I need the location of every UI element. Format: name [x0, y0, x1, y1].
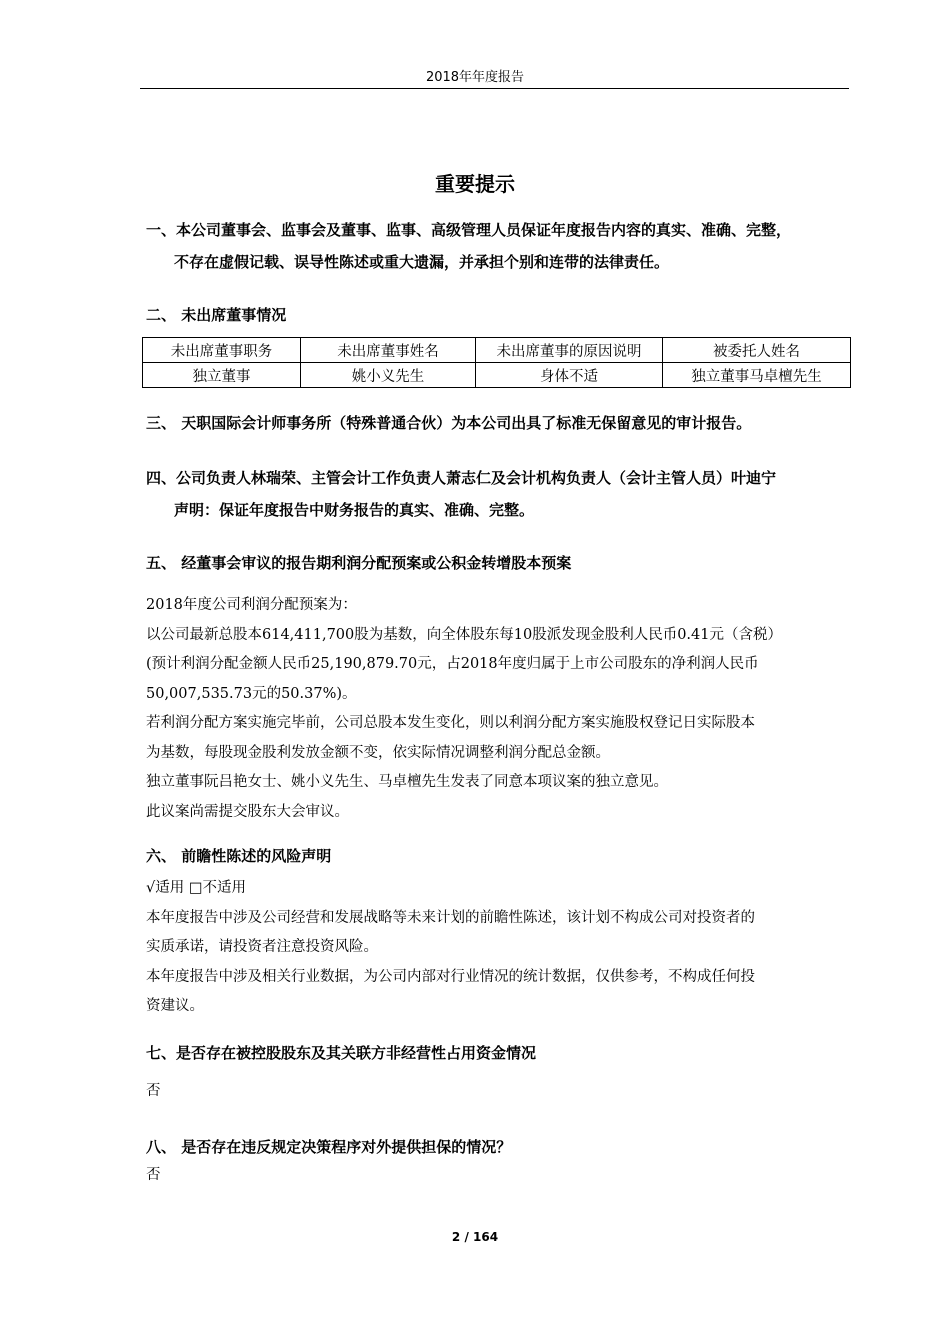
paragraph-line: 此议案尚需提交股东大会审议。: [146, 803, 349, 820]
section-2-heading: 二、 未出席董事情况: [146, 306, 287, 324]
table-cell: 独立董事马卓檀先生: [663, 363, 851, 388]
section-1-line-1: 一、本公司董事会、监事会及董事、监事、高级管理人员保证年度报告内容的真实、准确、完整，: [146, 221, 792, 239]
section-7-heading: 七、是否存在被控股股东及其关联方非经营性占用资金情况: [146, 1044, 537, 1062]
paragraph-line: 本年度报告中涉及公司经营和发展战略等未来计划的前瞻性陈述，该计划不构成公司对投资者的: [146, 909, 755, 926]
section-4-line-1: 四、公司负责人林瑞荣、主管会计工作负责人萧志仁及会计机构负责人（会计主管人员）叶迪宁: [146, 469, 777, 487]
paragraph-line: 若利润分配方案实施完毕前，公司总股本发生变化，则以利润分配方案实施股权登记日实际股本: [146, 715, 755, 731]
paragraph-line: 为基数，每股现金股利发放金额不变，依实际情况调整利润分配总金额。: [146, 744, 610, 761]
paragraph-line: 以公司最新总股本614,411,700股为基数，向全体股东每10股派发现金股利人民币0.41元（含税）: [146, 626, 782, 643]
table-row: [143, 363, 851, 388]
table-header-cell: 未出席董事职务: [143, 338, 301, 363]
paragraph-line: 2018年度公司利润分配预案为：: [146, 597, 357, 613]
paragraph-line: 资建议。: [146, 998, 204, 1014]
table-header-cell: 未出席董事姓名: [301, 338, 476, 363]
page-title: 重要提示: [435, 172, 515, 196]
applicability-indicator: √适用 □不适用: [146, 880, 247, 896]
table-header-cell: 未出席董事的原因说明: [476, 338, 663, 363]
table-header-row: [143, 338, 851, 363]
table-cell: 姚小义先生: [301, 363, 476, 388]
table-cell: 独立董事: [143, 363, 301, 388]
paragraph-line: 50,007,535.73元的50.37%)。: [146, 685, 357, 702]
table-header-cell: 被委托人姓名: [663, 338, 851, 363]
paragraph-line: 实质承诺，请投资者注意投资风险。: [146, 939, 378, 955]
section-7-answer: 否: [146, 1083, 161, 1099]
table-cell: 身体不适: [476, 363, 663, 388]
paragraph-line: 独立董事阮吕艳女士、姚小义先生、马卓檀先生发表了同意本项议案的独立意见。: [146, 774, 668, 790]
paragraph-line: (预计利润分配金额人民币25,190,879.70元，占2018年度归属于上市公司股东的净利润人民币: [146, 656, 759, 672]
page-number: 2 / 164: [451, 1230, 499, 1244]
paragraph-line: 本年度报告中涉及相关行业数据，为公司内部对行业情况的统计数据，仅供参考，不构成任何投: [146, 968, 755, 985]
section-1-line-2: 不存在虚假记载、误导性陈述或重大遗漏，并承担个别和连带的法律责任。: [174, 253, 670, 271]
header-divider: [140, 88, 849, 89]
page-header-title: 2018年年度报告: [425, 70, 525, 85]
section-6-body: [146, 874, 856, 1022]
section-3: 三、 天职国际会计师事务所（特殊普通合伙）为本公司出具了标准无保留意见的审计报告。: [146, 414, 752, 432]
section-8-heading: 八、 是否存在违反规定决策程序对外提供担保的情况？: [146, 1138, 512, 1156]
absent-directors-table: [142, 337, 851, 388]
section-5-body: [146, 591, 856, 827]
section-8-answer: 否: [146, 1167, 161, 1183]
section-5-heading: 五、 经董事会审议的报告期利润分配预案或公积金转增股本预案: [146, 554, 572, 572]
section-6-heading: 六、 前瞻性陈述的风险声明: [146, 847, 332, 865]
section-1: [146, 214, 856, 278]
section-4-line-2: 声明：保证年度报告中财务报告的真实、准确、完整。: [174, 501, 535, 519]
section-4: [146, 462, 856, 526]
